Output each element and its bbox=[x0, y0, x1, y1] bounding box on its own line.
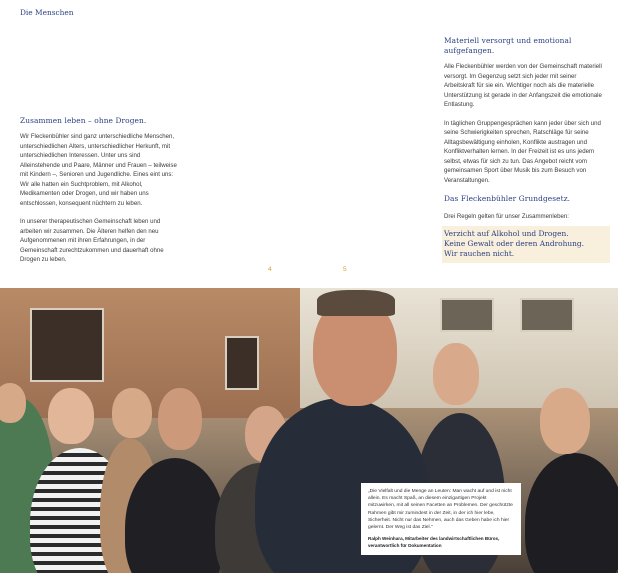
window bbox=[30, 308, 104, 382]
rule-item: Wir rauchen nicht. bbox=[444, 248, 515, 258]
quote-box bbox=[361, 483, 521, 555]
left-column bbox=[20, 116, 178, 274]
quote-author: Ralph Weinhara, Mitarbeiter des landwirtschaftlichen Büros, verantwortlich für Dokumentation bbox=[368, 536, 500, 548]
window bbox=[520, 298, 574, 332]
right-section-title: Materiell versorgt und emotional aufgefangen. bbox=[444, 36, 572, 55]
rules-intro: Drei Regeln gelten für unser Zusammenleben: bbox=[444, 213, 569, 220]
window bbox=[225, 336, 259, 390]
person-face bbox=[48, 388, 94, 444]
rule-item: Verzicht auf Alkohol und Drogen. bbox=[444, 228, 569, 238]
page-number-right: 5 bbox=[343, 266, 347, 273]
person-face bbox=[0, 383, 26, 423]
main-person-hair bbox=[317, 290, 395, 316]
person-face bbox=[158, 388, 202, 450]
page-number-left: 4 bbox=[268, 266, 272, 273]
window bbox=[440, 298, 494, 332]
running-head: Die Menschen bbox=[20, 8, 74, 17]
person-face bbox=[112, 388, 152, 438]
left-paragraph: In unserer therapeutischen Gemeinschaft leben und arbeiten wir zusammen. Die Älteren helfen den neu Aufgenommenen mit ihren Erfahrungen, in der Gemeinschaft zurechtzukommen und dauerhaft ohne Drogen zu leben. bbox=[20, 218, 164, 263]
left-paragraph: Wir Fleckenbühler sind ganz unterschiedliche Menschen, unterschiedlichen Alters, unterschiedlicher Herkunft, mit unterschiedlichen Interessen. Unter uns sind Alleinstehende und Paare, Männer und Frauen – teilweise mit Kindern –, Senioren und Jugendliche. Eines eint uns: Wir alle hatten ein Suchtproblem, mit Alkohol, Medikamenten oder Drogen, und wir haben uns entschlossen, konsequent nüchtern zu leben. bbox=[20, 133, 177, 207]
rules-box bbox=[442, 226, 610, 263]
right-column bbox=[444, 36, 604, 263]
right-paragraph: Alle Fleckenbühler werden von der Gemeinschaft materiell versorgt. Im Gegenzug setzt sich jeder mit seiner Arbeitskraft für sie ein. Wichtiger noch als die materielle Unterstützung ist gerade in der Anfangszeit die emotionale Entlastung. bbox=[444, 63, 602, 108]
person-face bbox=[540, 388, 590, 454]
group-photo bbox=[0, 288, 618, 573]
person-figure bbox=[525, 453, 618, 573]
person-face bbox=[433, 343, 479, 405]
right-paragraph: In täglichen Gruppengesprächen kann jeder über sich und seine Schwierigkeiten sprechen, Ratschläge für seine Alltagsbewältigung einholen, Konflikte austragen und Konfliktverhalten lernen. In der Freizeit ist es uns jedem selbst, etwas für sich zu tun. Das Angebot reicht vom gemeinsamen Sport über Musik bis zum Besuch von Veranstaltungen. bbox=[444, 119, 601, 184]
quote-text: „Die Vielfalt und die Menge an Leuten: Man wacht auf und ist nicht allein. Es macht Spaß, an diesem einzigartigen Projekt mitzuwirken, mit all seinen Facetten an Problemen. Der geschützte Rahmen gibt mir zumindest in der Zeit, in der ich hier lebe, Sicherheit. Nicht nur das Nehmen, auch das Geben habe ich hier gelernt. Der Weg ist das Ziel.“ bbox=[368, 489, 513, 531]
left-section-title: Zusammen leben – ohne Drogen. bbox=[20, 116, 147, 125]
rule-item: Keine Gewalt oder deren Androhung. bbox=[444, 238, 584, 248]
rules-title: Das Fleckenbühler Grundgesetz. bbox=[444, 194, 571, 203]
